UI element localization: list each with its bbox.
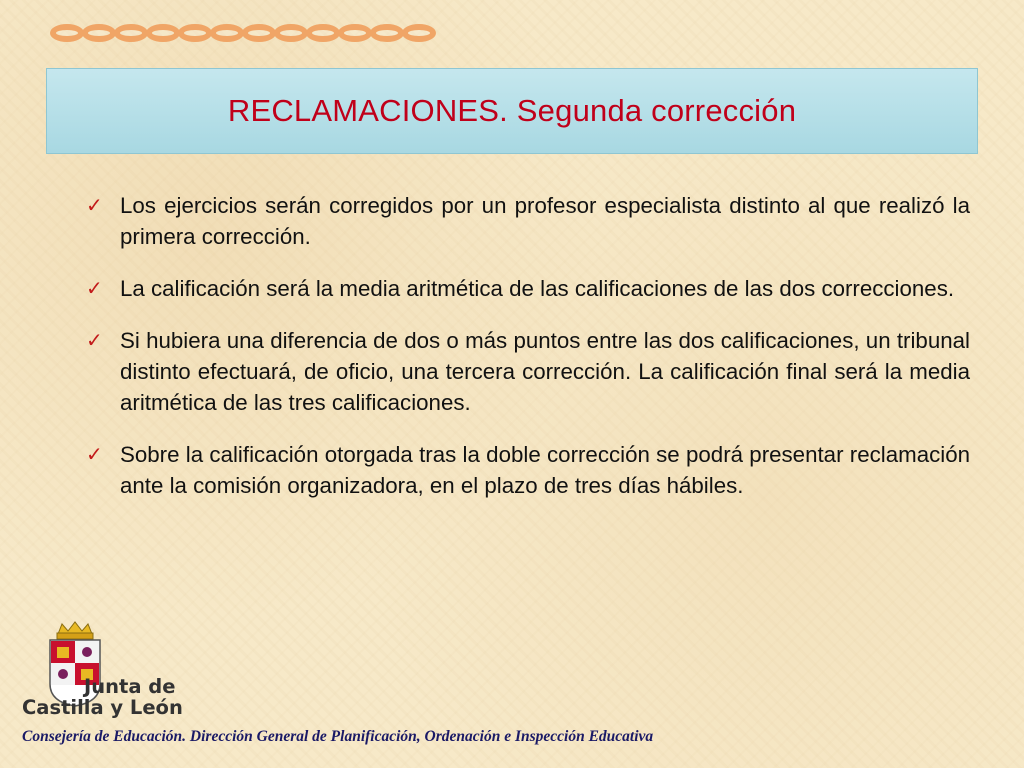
bullet-item bbox=[86, 325, 970, 418]
institution-logo bbox=[22, 676, 192, 718]
bullet-item bbox=[86, 190, 970, 252]
checkmark-icon: ✓ bbox=[86, 276, 103, 300]
footer-text: Consejería de Educación. Dirección General de Planificación, Ordenación e Inspección Educativa bbox=[22, 728, 654, 745]
logo-line-2: Castilla y León bbox=[22, 696, 183, 719]
bullet-text: Si hubiera una diferencia de dos o más puntos entre las dos calificaciones, un tribunal distinto efectuará, de oficio, una tercera corrección. La calificación final será la media aritmética de las tres calificaciones. bbox=[120, 328, 970, 415]
checkmark-icon: ✓ bbox=[86, 442, 103, 466]
bullet-text: Sobre la calificación otorgada tras la doble corrección se podrá presentar reclamación ante la comisión organizadora, en el plazo de tres días hábiles. bbox=[120, 442, 970, 498]
logo-line-1: Junta de bbox=[84, 675, 176, 698]
title-banner bbox=[46, 68, 978, 154]
bullet-item bbox=[86, 273, 970, 304]
bullet-list bbox=[86, 190, 970, 522]
checkmark-icon: ✓ bbox=[86, 193, 103, 217]
bullet-item bbox=[86, 439, 970, 501]
bullet-text: La calificación será la media aritmética de las calificaciones de las dos correcciones. bbox=[120, 276, 955, 301]
decorative-rings-icon bbox=[50, 20, 470, 46]
checkmark-icon: ✓ bbox=[86, 328, 103, 352]
slide-title: RECLAMACIONES. Segunda corrección bbox=[227, 93, 797, 128]
bullet-text: Los ejercicios serán corregidos por un profesor especialista distinto al que realizó la primera corrección. bbox=[120, 193, 970, 249]
